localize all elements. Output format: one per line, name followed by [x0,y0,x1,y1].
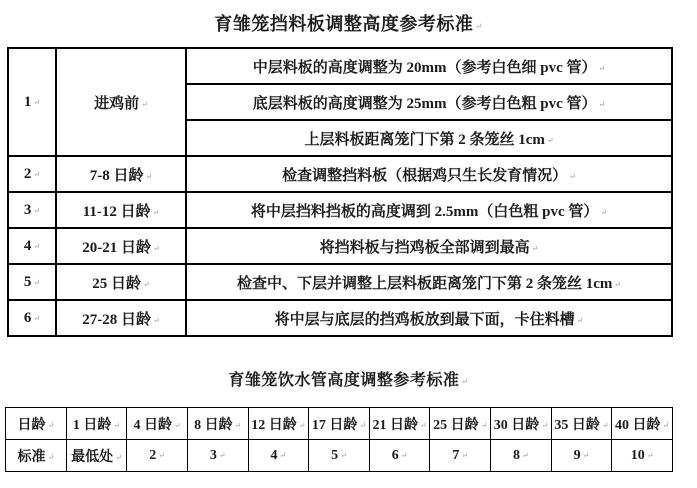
value-cell [127,440,188,472]
header-cell [551,408,612,440]
cell-text: 8 日龄 ↵ [194,418,241,433]
stage-cell [56,300,186,336]
cell-text: 17 日龄 ↵ [312,418,366,433]
value-cell [187,440,248,472]
table-row [8,300,672,336]
cell-text: 检查中、下层并调整上层料板距离笼门下第 2 条笼丝 1cm ↵ [237,276,621,292]
table-row [6,440,673,472]
table-header-row [6,408,673,440]
cell-text: 3 ↵ [24,202,40,218]
cell-text: 7-8 日龄 ↵ [90,168,152,184]
cell-text: 5 ↵ [331,448,347,463]
detail-cell [186,84,672,120]
detail-cell [186,156,672,192]
cell-text: 日龄 ↵ [17,418,54,433]
detail-cell [186,192,672,228]
baffle-table-title: 育雏笼挡料板调整高度参考标准 ↵ [0,10,697,36]
cell-text: 40 日龄 ↵ [615,418,669,433]
cell-text: 5 ↵ [24,274,40,290]
cell-text: 将挡料板与挡鸡板全部调到最高 ↵ [320,240,539,256]
water-pipe-height-table [5,407,673,472]
row-number-cell [8,264,56,300]
cell-text: 2 ↵ [149,448,165,463]
value-cell [6,440,67,472]
stage-cell [56,156,186,192]
row-number-cell [8,228,56,264]
table-row [8,48,672,84]
detail-cell [186,300,672,336]
cell-text: 上层料板距离笼门下第 2 条笼丝 1cm ↵ [304,132,553,148]
table-row [8,228,672,264]
cell-text: 4 ↵ [270,448,286,463]
header-cell [66,408,127,440]
value-cell [612,440,673,472]
table-row [8,156,672,192]
header-cell [187,408,248,440]
cell-text: 将中层与底层的挡鸡板放到最下面，卡住料槽 ↵ [275,312,584,328]
header-cell [309,408,370,440]
table-row [8,264,672,300]
row-number-cell [8,48,56,156]
row-number-cell [8,300,56,336]
cell-text: 标准 ↵ [17,450,54,465]
cell-text: 10 ↵ [631,448,654,463]
row-number-cell [8,156,56,192]
table-row [8,192,672,228]
value-cell [430,440,491,472]
value-cell [369,440,430,472]
detail-cell [186,228,672,264]
cell-text: 12 日龄 ↵ [251,418,305,433]
row-number-cell [8,192,56,228]
value-cell [66,440,127,472]
header-cell [491,408,552,440]
stage-cell [56,228,186,264]
cell-text: 9 ↵ [574,448,590,463]
cell-text: 8 ↵ [513,448,529,463]
cell-text: 中层料板的高度调整为 20mm（参考白色细 pvc 管） ↵ [253,60,605,76]
cell-text: 11-12 日龄 ↵ [83,204,160,220]
detail-cell [186,264,672,300]
cell-text: 4 日龄 ↵ [133,418,180,433]
cell-text: 最低处 ↵ [71,450,122,465]
cell-text: 7 ↵ [452,448,468,463]
cell-text: 35 日龄 ↵ [554,418,608,433]
value-cell [309,440,370,472]
value-cell [551,440,612,472]
header-cell [369,408,430,440]
cell-text: 20-21 日龄 ↵ [82,240,159,256]
value-cell [491,440,552,472]
stage-cell [56,264,186,300]
detail-cell [186,48,672,84]
cell-text: 25 日龄 ↵ [433,418,487,433]
cell-text: 3 ↵ [210,448,226,463]
value-cell [248,440,309,472]
cell-text: 4 ↵ [24,238,40,254]
cell-text: 21 日龄 ↵ [372,418,426,433]
baffle-adjustment-table [7,47,673,337]
cell-text: 1 ↵ [24,94,40,110]
cell-text: 6 ↵ [24,310,40,326]
header-cell [6,408,67,440]
header-cell [127,408,188,440]
stage-cell [56,192,186,228]
cell-text: 1 日龄 ↵ [73,418,120,433]
cell-text: 6 ↵ [392,448,408,463]
stage-cell [56,48,186,156]
detail-cell [186,120,672,156]
cell-text: 2 ↵ [24,166,40,182]
header-cell [248,408,309,440]
water-pipe-table-title: 育雏笼饮水管高度调整参考标准 ↵ [0,367,697,390]
cell-text: 30 日龄 ↵ [494,418,548,433]
cell-text: 27-28 日龄 ↵ [82,312,159,328]
cell-text: 将中层挡料挡板的高度调到 2.5mm（白色粗 pvc 管） ↵ [251,204,607,220]
header-cell [612,408,673,440]
cell-text: 25 日龄 ↵ [92,276,149,292]
cell-text: 进鸡前 ↵ [94,96,148,112]
header-cell [430,408,491,440]
cell-text: 检查调整挡料板（根据鸡只生长发育情况） ↵ [282,168,576,184]
cell-text: 底层料板的高度调整为 25mm（参考白色粗 pvc 管） ↵ [253,96,605,112]
